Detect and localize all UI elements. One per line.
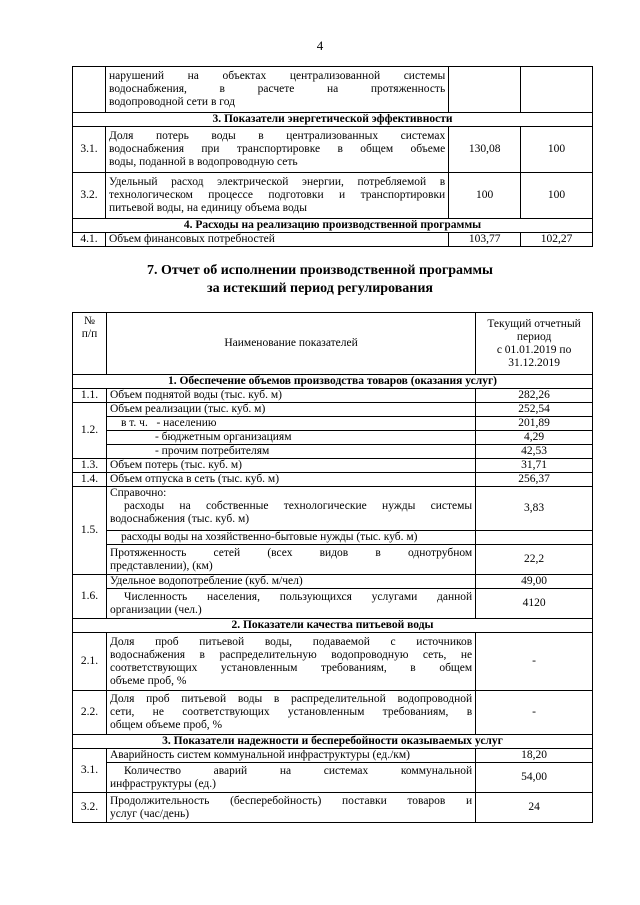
table-row (73, 691, 593, 735)
row-label: Объем отпуска в сеть (тыс. куб. м) (106, 473, 475, 487)
table-header-row (73, 313, 593, 375)
value-cell: 256,37 (476, 473, 593, 487)
table-row (73, 403, 593, 417)
row-line: питьевой воды, на единицу объема воды (108, 202, 307, 214)
row-number: 2.2. (73, 691, 107, 735)
value-cell: 130,08 (449, 127, 521, 173)
row-label: Удельное водопотребление (куб. м/чел) (106, 575, 475, 589)
table-row (73, 575, 593, 589)
value-cell: 24 (476, 793, 593, 823)
row-number: 1.1. (73, 389, 107, 403)
row-line: водоснабжения в распределительную водопроводную сеть, не (109, 648, 473, 661)
value-cell: 103,77 (449, 233, 521, 247)
page-number: 4 (316, 38, 324, 53)
header-num: № (83, 315, 95, 327)
value-cell: 4120 (476, 589, 593, 619)
value-cell: 18,20 (476, 749, 593, 763)
value-cell: 100 (521, 127, 593, 173)
table-row (73, 531, 593, 545)
value-cell: 282,26 (476, 389, 593, 403)
value-cell (476, 531, 593, 545)
table-row (73, 127, 593, 173)
row-number: 1.4. (73, 473, 107, 487)
value-cell: 31,71 (476, 459, 593, 473)
row-line: сети, не соответствующих установленным требованиям, в (109, 706, 473, 718)
cont-line: нарушений на объектах централизованной системы (108, 70, 446, 82)
table-row (73, 487, 593, 531)
row-label: в т. ч. - населению (106, 417, 475, 431)
table-row (73, 173, 593, 219)
section-heading: 1. Обеспечение объемов производства товаров (оказания услуг) (73, 375, 593, 389)
row-number: 3.1. (73, 127, 106, 173)
row-line: технологическом процессе подготовки и транспортировки (108, 189, 446, 201)
row-line: соответствующих установленным требованиям, в общем (109, 661, 473, 674)
section-heading: 3. Показатели энергетической эффективности (73, 113, 593, 127)
value-cell: 54,00 (476, 763, 593, 793)
row-number: 3.1. (73, 749, 107, 793)
row-line: расходы на собственные технологические нужды системы (123, 500, 473, 512)
row-line: Доля проб питьевой воды, подаваемой с источников (109, 635, 473, 648)
table-row (73, 545, 593, 575)
row-line: Доля потерь воды в централизованных системах (108, 130, 446, 142)
report-title-line1: 7. Отчет об исполнении производственной программы (146, 263, 493, 278)
table-row (73, 233, 593, 247)
row-line: услуг (час/день) (109, 807, 190, 820)
value-cell: 201,89 (476, 417, 593, 431)
row-number: 1.6. (73, 575, 107, 619)
row-label: расходы воды на хозяйственно-бытовые нужды (тыс. куб. м) (106, 531, 475, 545)
row-number: 1.2. (73, 403, 107, 459)
row-number: 3.2. (73, 173, 106, 219)
value-cell: 42,53 (476, 445, 593, 459)
row-label: Объем поднятой воды (тыс. куб. м) (106, 389, 475, 403)
value-cell: 100 (521, 173, 593, 219)
value-cell: - (476, 633, 593, 691)
section-heading: 4. Расходы на реализацию производственной программы (73, 219, 593, 233)
header-period: период (516, 330, 552, 343)
row-number: 4.1. (73, 233, 106, 247)
row-line: Доля проб питьевой воды в распределительной водопроводной (109, 693, 473, 705)
row-line: объеме проб, % (109, 674, 187, 687)
row-line: водоснабжения (тыс. куб. м) (109, 513, 250, 525)
value-cell: - (476, 691, 593, 735)
row-line: Удельный расход электрической энергии, потребляемой в (108, 176, 446, 188)
reference-label: Справочно: (109, 487, 167, 499)
table-row (73, 473, 593, 487)
table-row (73, 763, 593, 793)
row-number: 3.2. (73, 793, 107, 823)
value-cell: 100 (449, 173, 521, 219)
value-cell: 22,2 (476, 545, 593, 575)
row-line: представлении), (км) (109, 559, 213, 572)
table-row (73, 67, 593, 113)
row-label: Объем реализации (тыс. куб. м) (106, 403, 475, 417)
row-label: Объем потерь (тыс. куб. м) (106, 459, 475, 473)
header-period: Текущий отчетный (487, 317, 581, 330)
header-num: п/п (81, 328, 98, 340)
table-row (73, 749, 593, 763)
row-line: общем объеме проб, % (109, 719, 223, 731)
table-row (73, 459, 593, 473)
value-cell: 252,54 (476, 403, 593, 417)
row-line: организации (чел.) (109, 603, 202, 616)
report-table (72, 312, 593, 823)
table-row (73, 633, 593, 691)
row-line: воды, поданной в водопроводную сеть (108, 156, 298, 168)
row-line: водоснабжения при транспортировке в общем объеме (108, 143, 446, 155)
indicators-table-continued (72, 66, 593, 247)
row-line: Количество аварий на системах коммунальной (123, 764, 473, 777)
row-line: инфраструктуры (ед.) (109, 777, 216, 790)
value-cell: 49,00 (476, 575, 593, 589)
section-heading: 2. Показатели качества питьевой воды (73, 619, 593, 633)
report-title-line2: за истекший период регулирования (207, 281, 433, 296)
row-line: Численность населения, пользующихся услугами данной (123, 590, 473, 603)
table-row (73, 417, 593, 431)
header-name: Наименование показателей (106, 313, 475, 375)
row-number: 1.5. (73, 487, 107, 575)
value-cell: 102,27 (521, 233, 593, 247)
row-label: - бюджетным организациям (106, 431, 475, 445)
row-label: Аварийность систем коммунальной инфраструктуры (ед./км) (106, 749, 475, 763)
row-number: 2.1. (73, 633, 107, 691)
row-number: 1.3. (73, 459, 107, 473)
row-line: Продолжительность (бесперебойность) поставки товаров и (109, 794, 473, 807)
row-line: Протяженность сетей (всех видов в однотрубном (109, 546, 473, 559)
header-period: с 01.01.2019 по (496, 343, 572, 356)
value-cell: 4,29 (476, 431, 593, 445)
row-label: - прочим потребителям (106, 445, 475, 459)
cont-line: водоснабжения, в расчете на протяженность (108, 83, 446, 95)
table-row (73, 589, 593, 619)
row-label: Объем финансовых потребностей (105, 233, 448, 247)
table-row (73, 793, 593, 823)
cont-line: водопроводной сети в год (108, 96, 235, 108)
section-heading: 3. Показатели надежности и бесперебойности оказываемых услуг (73, 735, 593, 749)
header-period: 31.12.2019 (508, 356, 560, 369)
table-row (73, 445, 593, 459)
table-row (73, 389, 593, 403)
value-cell: 3,83 (476, 487, 593, 531)
table-row (73, 431, 593, 445)
